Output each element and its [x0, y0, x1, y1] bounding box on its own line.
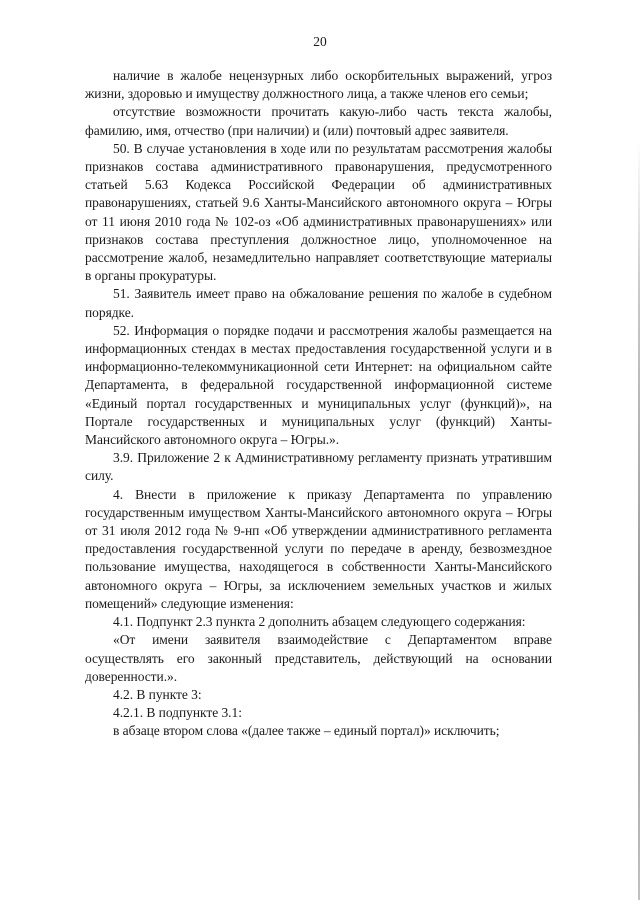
paragraph-4-2: 4.2. В пункте 3: — [113, 686, 202, 702]
document-body — [85, 67, 552, 741]
paragraph-4-2-1-text: в абзаце втором слова «(далее также – единый портал)» исключить; — [113, 723, 500, 739]
paragraph-3-9: 3.9. Приложение 2 к Административному регламенту признать утратившим силу. — [85, 450, 552, 484]
paragraph-4: 4. Внести в приложение к приказу Департамента по управлению государственным имуществом Ханты-Мансийского автономного округа – Югры от 31 июля 2012 года № 9-нп «Об утверждении административного регламента предоставления государственной услуги по передаче в аренду, безвозмездное пользование имущества, находящегося в собственности Ханты-Мансийского автономного округа – Югры, за исключением земельных участков и жилых помещений» следующие изменения: — [85, 486, 552, 611]
paragraph-4-1: 4.1. Подпункт 2.3 пункта 2 дополнить абзацем следующего содержания: — [113, 614, 526, 630]
paragraph-unreadable-text: отсутствие возможности прочитать какую-либо часть текста жалобы, фамилию, имя, отчество (при наличии) и (или) почтовый адрес заявителя. — [85, 104, 552, 138]
paragraph-obscene-language: наличие в жалобе нецензурных либо оскорбительных выражений, угроз жизни, здоровью и имуществу должностного лица, а также членов его семьи; — [85, 68, 552, 102]
paragraph-51: 51. Заявитель имеет право на обжалование решения по жалобе в судебном порядке. — [85, 286, 552, 320]
paragraph-4-2-1: 4.2.1. В подпункте 3.1: — [113, 705, 242, 721]
paragraph-4-1-quote: «От имени заявителя взаимодействие с Департаментом вправе осуществлять его законный представитель, действующий на основании доверенности.». — [85, 632, 552, 684]
page-number: 20 — [313, 34, 327, 49]
paragraph-50: 50. В случае установления в ходе или по результатам рассмотрения жалобы признаков состава административного правонарушения, предусмотренного статьей 5.63 Кодекса Российской Федерации об административных правонарушениях, статьей 9.6 Ханты-Мансийского автономного округа – Югры от 11 июня 2010 года № 102-оз «Об административных правонарушениях» или признаков состава преступления должностное лицо, уполномоченное на рассмотрение жалоб, незамедлительно направляет соответствующие материалы в органы прокуратуры. — [85, 140, 552, 284]
paragraph-52: 52. Информация о порядке подачи и рассмотрения жалобы размещается на информационных стендах в местах предоставления государственной услуги и в информационно-телекоммуникационной сети Интернет: на официальном сайте Департамента, в федеральной государственной информационной системе «Единый портал государственных и муниципальных услуг (функций)», на Портале государственных и муниципальных услуг (функций) Ханты-Мансийского автономного округа – Югры.». — [85, 322, 552, 448]
